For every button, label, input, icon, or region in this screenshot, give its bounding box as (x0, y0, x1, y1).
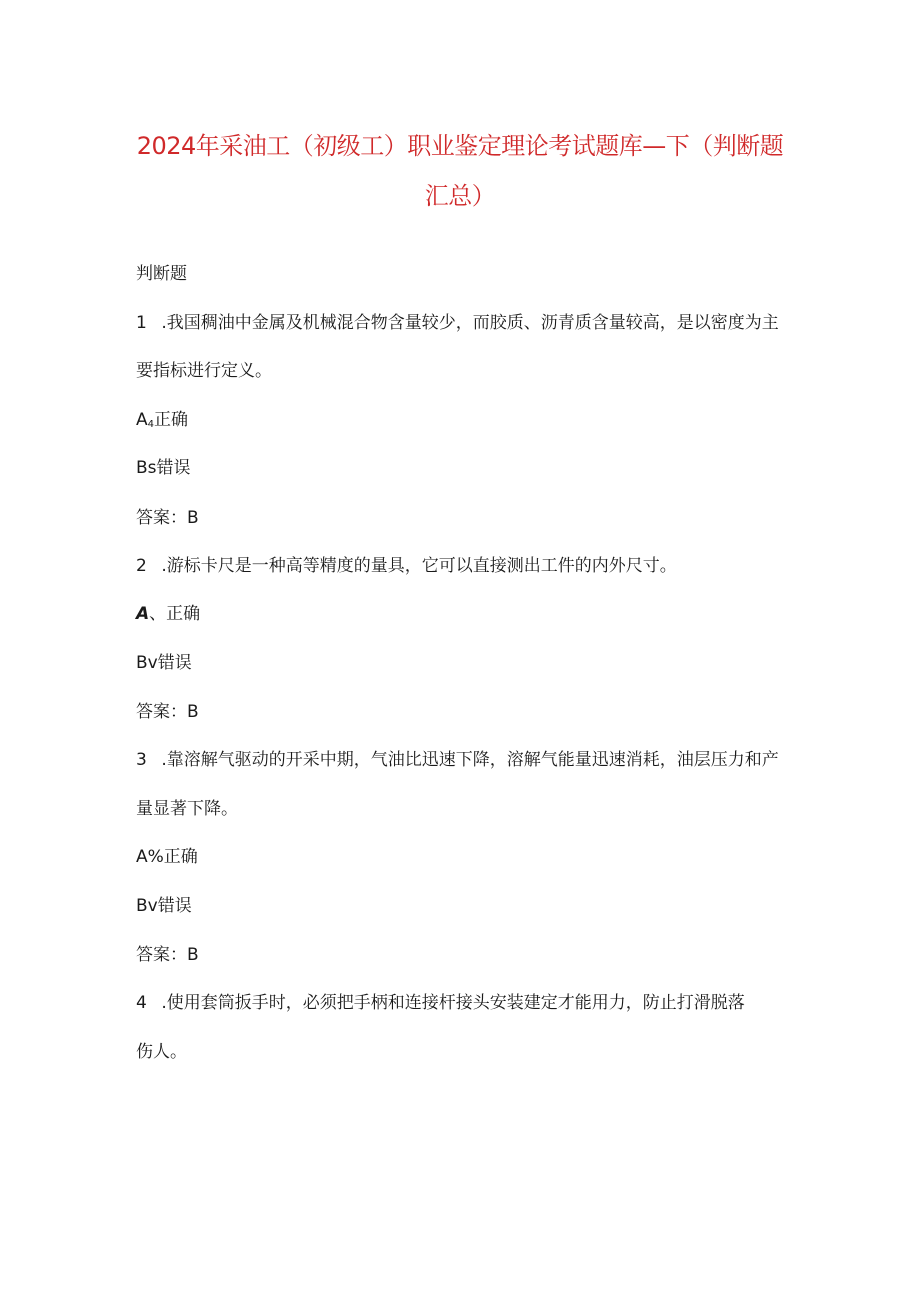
option-a-prefix: A (136, 604, 150, 624)
option-a-text: 正确 (154, 410, 189, 430)
question-1-line-1 (136, 311, 779, 335)
question-4-line-1 (136, 991, 745, 1015)
page-title-line-2: 汇总） (424, 182, 496, 210)
question-2-option-a (136, 602, 200, 626)
question-text: .游标卡尺是一种高等精度的量具，它可以直接测出工件的内外尺寸。 (161, 556, 677, 576)
question-3-option-b: Bv错误 (136, 896, 192, 916)
question-2-answer: 答案：B (136, 702, 199, 722)
question-number: 4 (136, 993, 147, 1013)
question-number: 1 (136, 313, 147, 333)
option-a-text: 、正确 (149, 604, 201, 624)
question-3-line-1 (136, 748, 779, 772)
question-3-line-2: 量显著下降。 (136, 799, 238, 819)
question-3-answer: 答案：B (136, 945, 199, 965)
question-number: 3 (136, 750, 147, 770)
question-text: .靠溶解气驱动的开采中期，气油比迅速下降，溶解气能量迅速消耗，油层压力和产 (161, 750, 779, 770)
question-2-line-1 (136, 554, 677, 578)
question-1-option-b: Bs错误 (136, 458, 191, 478)
question-1-line-2: 要指标进行定义。 (136, 361, 272, 381)
option-a-prefix: A (136, 410, 148, 430)
section-label: 判断题 (136, 264, 187, 284)
question-2-option-b: Bv错误 (136, 653, 192, 673)
question-text: .使用套筒扳手时，必须把手柄和连接杆接头安装建定才能用力，防止打滑脱落 (161, 993, 745, 1013)
question-number: 2 (136, 556, 147, 576)
question-text: .我国稠油中金属及机械混合物含量较少，而胶质、沥青质含量较高，是以密度为主 (161, 313, 779, 333)
question-1-answer: 答案：B (136, 508, 199, 528)
question-3-option-a: A%正确 (136, 847, 198, 867)
option-a-marker: 4 (147, 419, 155, 430)
page-title-line-1: 2024年采油工（初级工）职业鉴定理论考试题库—下（判断题 (136, 132, 784, 160)
question-4-line-2: 伤人。 (136, 1042, 187, 1062)
question-1-option-a (136, 408, 188, 437)
